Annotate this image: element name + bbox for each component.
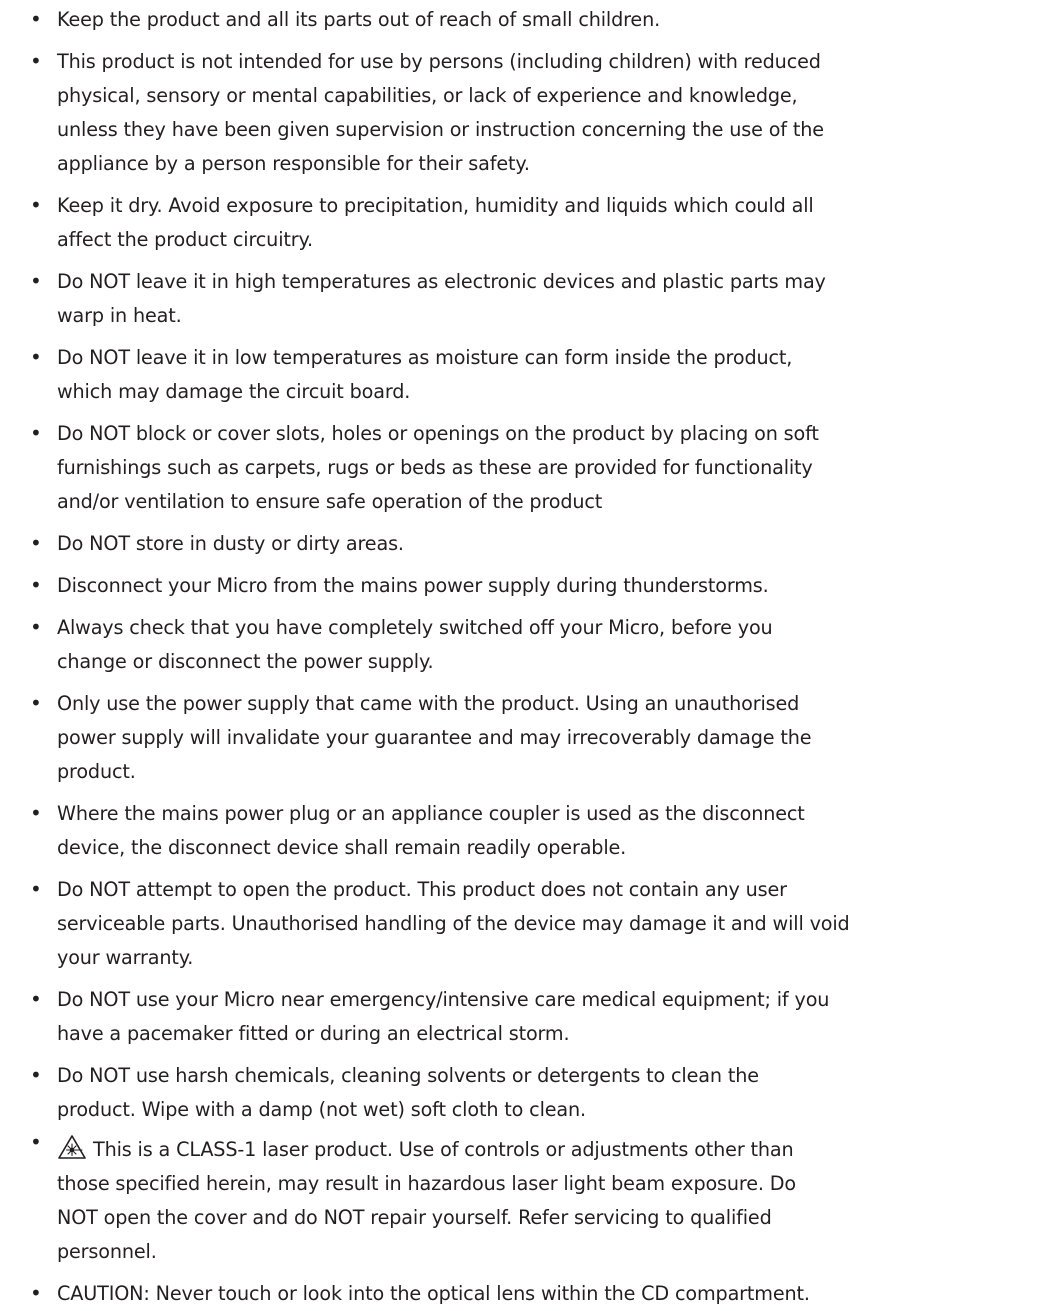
bullet: • <box>30 1130 42 1154</box>
item-text: Keep it dry. Avoid exposure to precipitation, humidity and liquids which could all affect the product circuitry. <box>57 194 814 251</box>
bullet: • <box>30 49 42 73</box>
bullet: • <box>30 421 42 445</box>
item-text: Only use the power supply that came with the product. Using an unauthorised power supply will invalidate your guarantee and may irrecoverably damage the product. <box>57 692 812 783</box>
bullet: • <box>30 1063 42 1087</box>
bullet: • <box>30 877 42 901</box>
item-text: Keep the product and all its parts out of reach of small children. <box>57 8 661 31</box>
item-text: Where the mains power plug or an appliance coupler is used as the disconnect device, the disconnect device shall remain readily operable. <box>57 802 805 859</box>
item-text: CAUTION: Never touch or look into the optical lens within the CD compartment. <box>57 1282 810 1305</box>
item-text: Do NOT use harsh chemicals, cleaning solvents or detergents to clean the product. Wipe with a damp (not wet) soft cloth to clean. <box>57 1064 759 1121</box>
item-text: Always check that you have completely switched off your Micro, before you change or disconnect the power supply. <box>57 616 773 673</box>
bullet: • <box>30 691 42 715</box>
item-text: Do NOT use your Micro near emergency/intensive care medical equipment; if you have a pacemaker fitted or during an electrical storm. <box>57 988 830 1045</box>
bullet: • <box>30 987 42 1011</box>
item-text: Do NOT leave it in low temperatures as moisture can form inside the product, which may damage the circuit board. <box>57 346 793 403</box>
bullet: • <box>30 7 42 31</box>
bullet: • <box>30 1281 42 1305</box>
bullet: • <box>30 193 42 217</box>
bullet: • <box>30 615 42 639</box>
item-text: This product is not intended for use by persons (including children) with reduced physical, sensory or mental capabilities, or lack of experience and knowledge, unless they have been given supervision or instruction concerning the use of the appliance by a person responsible for their safety. <box>57 50 824 175</box>
item-text: Do NOT leave it in high temperatures as electronic devices and plastic parts may warp in heat. <box>57 270 826 327</box>
bullet: • <box>30 573 42 597</box>
item-text: Do NOT store in dusty or dirty areas. <box>57 532 404 555</box>
bullet: • <box>30 269 42 293</box>
bullet: • <box>30 801 42 825</box>
bullet: • <box>30 345 42 369</box>
laser-warning-icon <box>57 1134 87 1160</box>
item-text: Disconnect your Micro from the mains power supply during thunderstorms. <box>57 574 769 597</box>
bullet: • <box>30 531 42 555</box>
item-text: Do NOT block or cover slots, holes or openings on the product by placing on soft furnishings such as carpets, rugs or beds as these are provided for functionality and/or ventilation to ensure safe operation of the product <box>57 422 819 513</box>
item-text: This is a CLASS-1 laser product. Use of controls or adjustments other than those specified herein, may result in hazardous laser light beam exposure. Do NOT open the cover and do NOT repair yourself. Refer servicing to qualified personnel. <box>57 1133 1037 1269</box>
item-text: Do NOT attempt to open the product. This product does not contain any user serviceable parts. Unauthorised handling of the device may damage it and will void your warranty. <box>57 878 850 969</box>
